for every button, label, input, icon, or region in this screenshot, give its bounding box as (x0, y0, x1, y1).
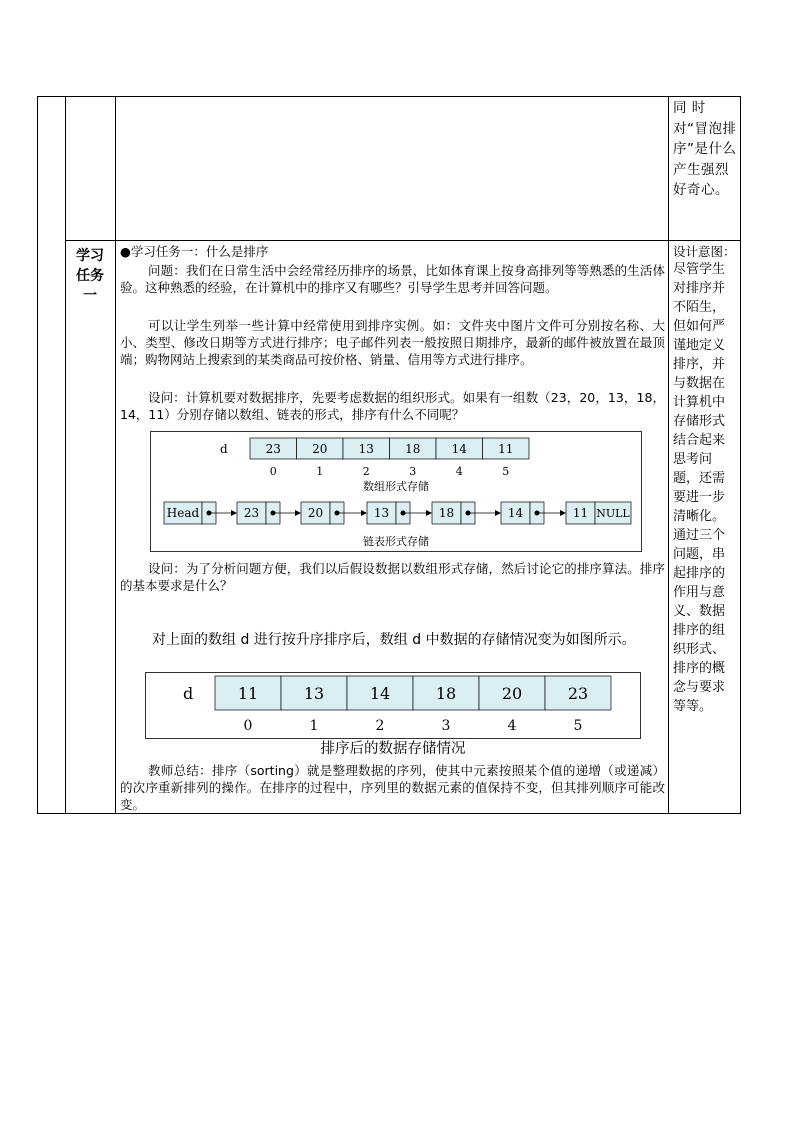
table-bottom-border (37, 813, 741, 814)
sorted-array-cell-value: 18 (435, 684, 457, 703)
list-node-value: 13 (373, 506, 390, 520)
sorted-array-name-label: d (183, 684, 194, 703)
array-cell-value: 13 (358, 442, 374, 456)
sorted-array-figure (145, 672, 641, 740)
list-head-node-value: Head (166, 506, 200, 520)
list-node-value: 14 (507, 506, 524, 520)
array-cell-value: 14 (451, 442, 467, 456)
array-cell-value: 11 (498, 442, 514, 456)
sorted-array-cell-value: 20 (501, 684, 523, 703)
paragraph-teacher-summary: 教师总结：排序（sorting）就是整理数据的序列，使其中元素按照某个值的递增（或递减）的次序重新排列的操作。在排序的过程中，序列里的数据元素的值保持不变，但其排列顺序可能改变。 (120, 763, 665, 812)
array-index-label: 3 (409, 465, 417, 478)
array-name-label: d (220, 442, 228, 456)
table-left-border (37, 96, 38, 814)
table-col-divider-3 (668, 96, 669, 814)
design-intent-title: 设计意图： (673, 244, 736, 259)
sorted-array-cell-value: 23 (567, 684, 589, 703)
storage-comparison-figure (150, 431, 642, 552)
sorted-array-index-label: 2 (375, 718, 385, 734)
paragraph-examples: 可以让学生列举一些计算中经常使用到排序实例。如：文件夹中图片文件可分别按名称、大小、类型、修改日期等方式进行排序；电子邮件列表一般按照日期排序，最新的邮件被放置在最顶端；购物网站上搜索到的某类商品可按价格、销量、信用等方式进行排序。 (120, 318, 665, 367)
paragraph-storage-question: 设问：计算机要对数据排序，先要考虑数据的组织形式。如果有一组数（23，20，13，18，14，11）分别存储以数组、链表的形式，排序有什么不同呢？ (120, 390, 665, 422)
sorted-array-cell-value: 13 (303, 684, 325, 703)
sorted-array-cell-value: 11 (237, 684, 259, 703)
paragraph-sorted-array: 对上面的数组 d 进行按升序排序后，数组 d 中数据的存储情况变为如图所示。 (152, 632, 636, 648)
array-cell-value: 18 (405, 442, 421, 456)
paragraph-requirement-question: 设问：为了分析问题方便，我们以后假设数据以数组形式存储，然后讨论它的排序算法。排序的基本要求是什么？ (120, 561, 665, 593)
list-null-label: NULL (596, 507, 630, 520)
sorted-array-index-label: 1 (309, 718, 319, 734)
design-intent-body: 尽管学生对排序并不陌生，但如何严谨地定义排序，并与数据在计算机中存储形式结合起来思考问题，还需要进一步清晰化。通过三个问题，串起排序的作用与意义、数据排序的组织形式、排序的概念与要求等等。 (673, 262, 726, 714)
array-storage-caption: 数组形式存储 (363, 480, 429, 493)
sorted-array-caption: 排序后的数据存储情况 (320, 741, 466, 757)
row-label: 学习任务一 (76, 248, 104, 304)
table-row-divider (65, 240, 741, 241)
array-cell-value: 23 (265, 442, 281, 456)
array-index-label: 5 (502, 465, 510, 478)
array-cell-value: 20 (312, 442, 328, 456)
list-node-value: 11 (572, 506, 589, 520)
array-index-label: 2 (362, 465, 370, 478)
paragraph-question: 问题：我们在日常生活中会经常经历排序的场景，比如体育课上按身高排列等等熟悉的生活体验。这种熟悉的经验，在计算机中的排序又有哪些？引导学生思考并回答问题。 (120, 263, 665, 295)
sorted-array-index-label: 3 (441, 718, 451, 734)
table-col-divider-2 (115, 96, 116, 814)
array-index-label: 1 (316, 465, 324, 478)
sorted-array-index-label: 4 (507, 718, 517, 734)
sorted-array-cell-value: 14 (369, 684, 391, 703)
task-heading: ●学习任务一：什么是排序 (120, 244, 269, 259)
top-right-note: 同 时 对“冒泡排序”是什么产生强烈好奇心。 (673, 100, 737, 198)
list-node-value: 18 (438, 506, 455, 520)
list-node-value: 23 (243, 506, 260, 520)
sorted-array-index-label: 5 (573, 718, 583, 734)
table-col-divider-1 (65, 96, 66, 814)
list-node-value: 20 (307, 506, 324, 520)
table-top-border (37, 96, 741, 97)
array-index-label: 0 (269, 465, 277, 478)
table-right-border (740, 96, 741, 814)
list-storage-caption: 链表形式存储 (363, 535, 429, 548)
array-index-label: 4 (455, 465, 463, 478)
sorted-array-index-label: 0 (243, 718, 253, 734)
